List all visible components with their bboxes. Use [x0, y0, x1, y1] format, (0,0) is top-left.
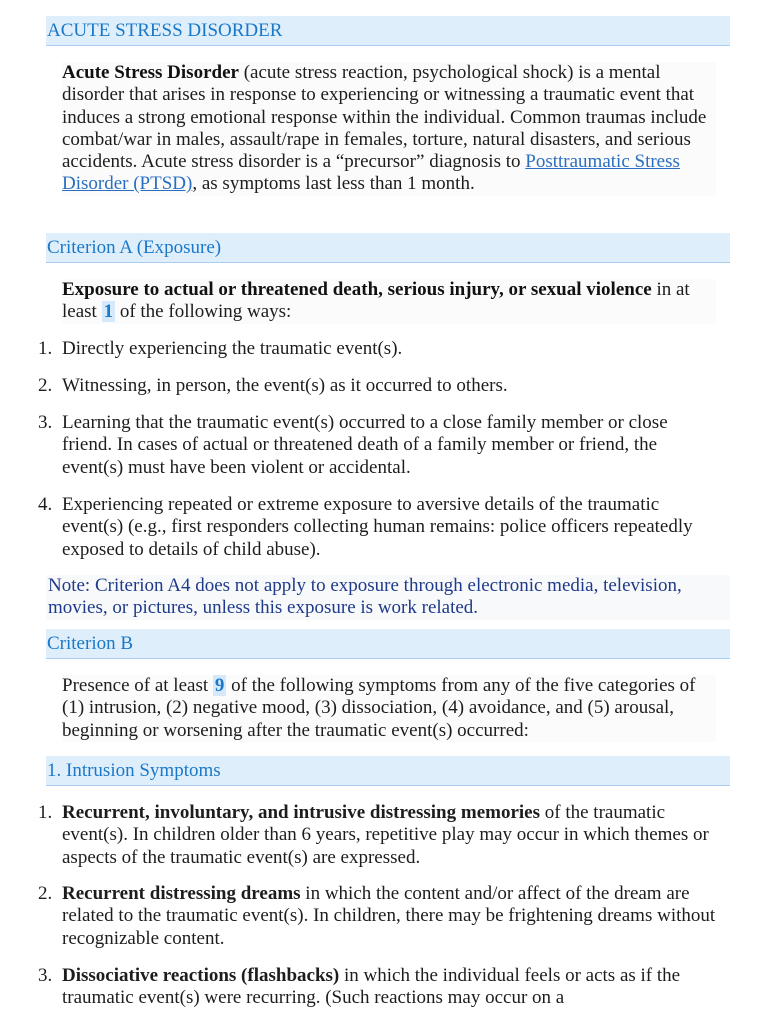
list-item: [38, 802, 722, 869]
section-header-criterion-a: Criterion A (Exposure): [46, 233, 730, 263]
list-item-text: Experiencing repeated or extreme exposure to aversive details of the traumatic event(s) (e.g., first responders collecting human remains: police officers repeatedly exposed to details of child abuse).: [62, 494, 693, 560]
list-item: [38, 494, 722, 561]
list-item: [38, 338, 722, 360]
criterion-a-lead-text-2: of the following ways:: [115, 301, 292, 323]
criterion-b-count-badge: 9: [214, 675, 225, 696]
list-item-bold: Recurrent distressing dreams: [62, 883, 301, 904]
ptsd-link[interactable]: Posttraumatic Stress Disorder (PTSD): [62, 151, 680, 195]
criterion-b-lead-text-1: Presence of at least: [62, 675, 213, 696]
list-item: [38, 965, 722, 1010]
criterion-b-lead: [62, 675, 716, 742]
list-item-bold: Dissociative reactions (flashbacks): [62, 965, 340, 986]
list-item-text: Directly experiencing the traumatic event(s).: [62, 338, 403, 359]
list-item-text: in which the individual feels or acts as if the traumatic event(s) were recurring. (Such reactions may occur on a: [62, 965, 681, 1009]
list-number: 2.: [38, 883, 53, 904]
list-item: [38, 883, 722, 950]
criterion-b-lead-text-2: of the following symptoms from any of the five categories of (1) intrusion, (2) negative mood, (3) dissociation, (4) avoidance, and (5) arousal, beginning or worsening after the traumatic event(s) occurred:: [62, 675, 696, 741]
criterion-a-count-badge: 1: [103, 301, 114, 323]
list-item: [38, 412, 722, 479]
list-number: 1.: [38, 338, 53, 359]
intro-term: Acute Stress Disorder: [62, 62, 239, 83]
list-number: 4.: [38, 494, 53, 515]
list-item-text: Learning that the traumatic event(s) occurred to a close family member or close friend. In cases of actual or threatened death of a family member or friend, the event(s) must have been violent or accidental.: [62, 412, 668, 478]
list-number: 3.: [38, 412, 53, 433]
list-item-text: Witnessing, in person, the event(s) as it occurred to others.: [62, 375, 508, 396]
section-header-acute-stress-disorder: ACUTE STRESS DISORDER: [46, 16, 730, 46]
list-number: 1.: [38, 802, 53, 823]
list-item: [38, 375, 722, 397]
intro-paragraph: [62, 62, 716, 196]
section-header-intrusion-symptoms: 1. Intrusion Symptoms: [46, 756, 730, 786]
criterion-a-lead-text-1: in at least: [62, 279, 690, 323]
intro-text-1: (acute stress reaction, psychological shock) is a mental disorder that arises in response to experiencing or witnessing a traumatic event that induces a strong emotional response within the individual. Common traumas include combat/war in males, assault/rape in females, torture, natural disasters, and serious accidents. Acute stress disorder is a “precursor” diagnosis to: [62, 62, 707, 173]
list-item-text: of the traumatic event(s). In children older than 6 years, repetitive play may occur in which themes or aspects of the traumatic event(s) are expressed.: [62, 802, 709, 868]
intro-text-2: , as symptoms last less than 1 month.: [192, 173, 475, 195]
criterion-a-lead: [62, 279, 716, 324]
criterion-a-lead-bold: Exposure to actual or threatened death, serious injury, or sexual violence: [62, 279, 652, 300]
list-item-bold: Recurrent, involuntary, and intrusive distressing memories: [62, 802, 540, 823]
list-item-text: in which the content and/or affect of the dream are related to the traumatic event(s). In children, there may be frightening dreams without recognizable content.: [62, 883, 716, 949]
criterion-a-note: Note: Criterion A4 does not apply to exposure through electronic media, television, movies, or pictures, unless this exposure is work related.: [46, 575, 730, 620]
list-number: 3.: [38, 965, 53, 986]
section-header-criterion-b: Criterion B: [46, 629, 730, 659]
list-number: 2.: [38, 375, 53, 396]
